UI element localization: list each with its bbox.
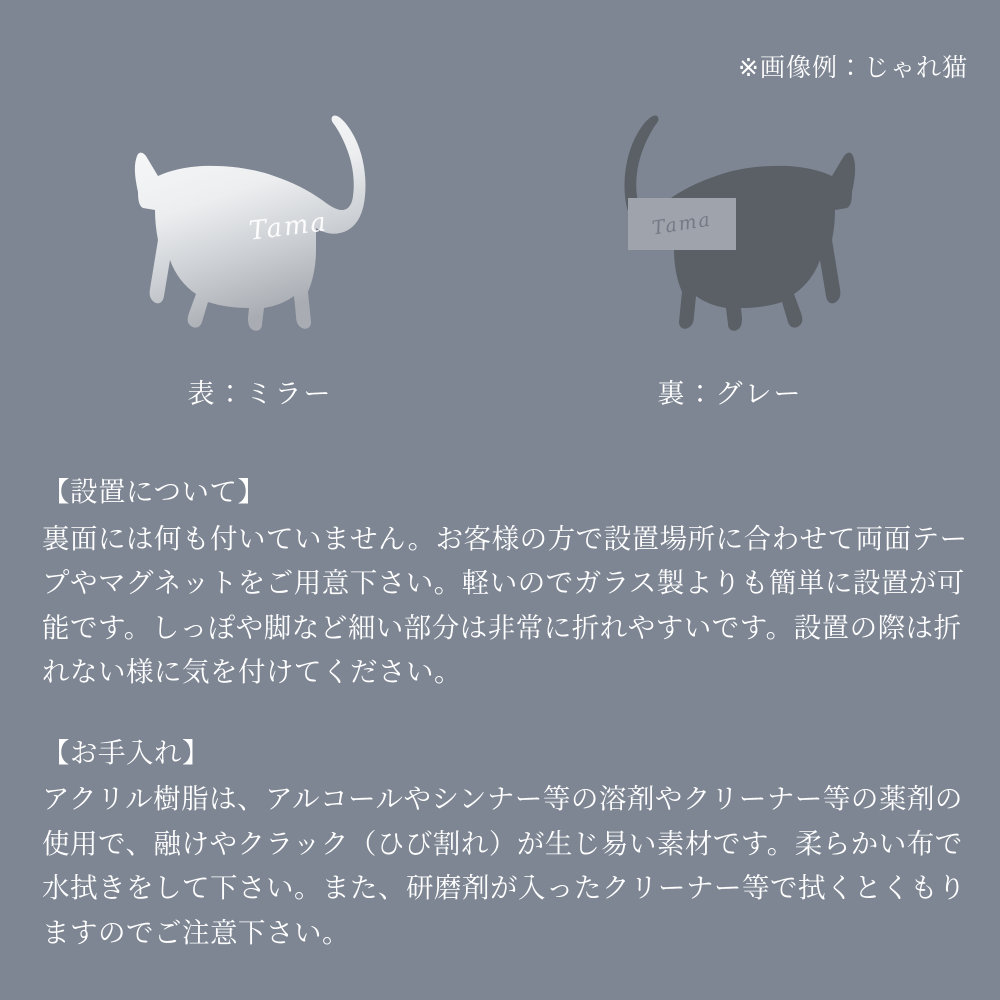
pet-name-script-back: Tama [650,208,714,240]
name-plate-back [628,198,736,250]
name-plate-front [218,204,358,250]
description-text [42,470,972,955]
figure-back-gray [500,100,960,409]
product-figures [0,100,1000,420]
section-care-body: アクリル樹脂は、アルコールやシンナー等の溶剤やクリーナー等の薬剤の使用で、融けやクラック（ひび割れ）が生じ易い素材です。柔らかい布で水拭きをして下さい。また、研磨剤が入ったクリーナー等で拭くとくもりますのでご注意下さい。 [42,783,966,948]
figure-caption-front: 表：ミラー [187,379,333,409]
image-example-note: ※画像例：じゃれ猫 [738,54,968,82]
section-installation-body: 裏面には何も付いていません。お客様の方で設置場所に合わせて両面テープやマグネットをご用意下さい。軽いのでガラス製よりも簡単に設置が可能です。しっぽや脚など細い部分は非常に折れやすいです。設置の際は折れない様に気を付けてください。 [42,522,968,688]
section-care [42,731,972,956]
section-installation [42,470,972,695]
section-installation-heading: 【設置について】 [42,476,266,507]
figure-caption-back: 裏：グレー [657,379,803,409]
section-care-heading: 【お手入れ】 [42,736,210,768]
figure-front-mirror [30,100,490,409]
pet-name-script-front: Tama [246,207,330,247]
